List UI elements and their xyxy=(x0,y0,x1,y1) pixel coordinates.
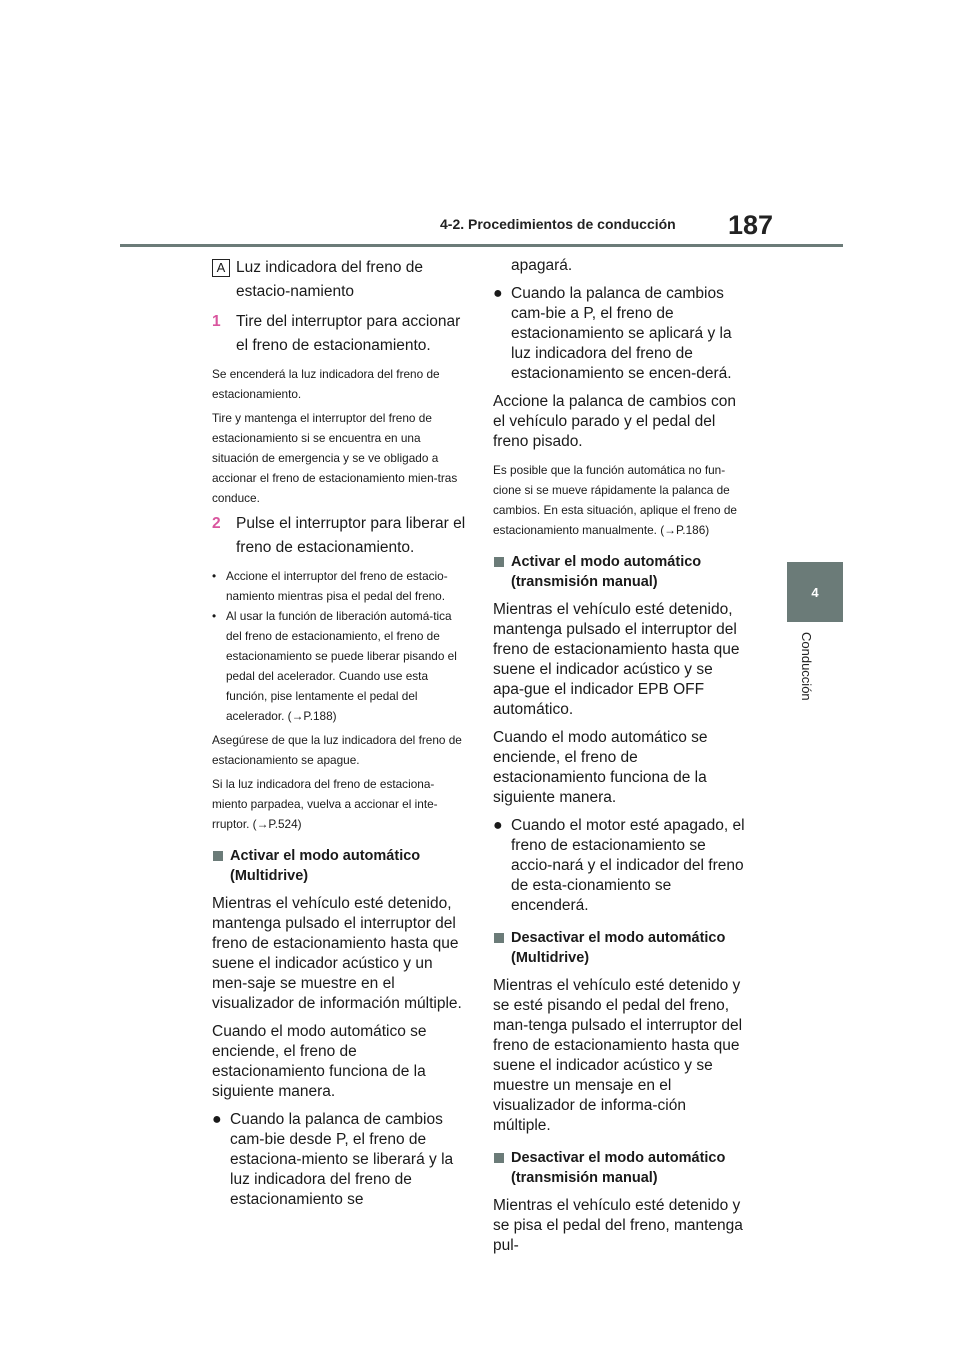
note-2: Tire y mantenga el interruptor del freno de estacionamiento si se encuentra en una situación de emergencia y se ve obligado a accionar el freno de estacionamiento mien-tras conduce. xyxy=(212,411,458,505)
note-1: Se encenderá la luz indicadora del freno de estacionamiento. xyxy=(212,367,440,401)
step-2-number: 2 xyxy=(212,515,221,532)
step-1-text: Tire del interruptor para accionar el freno de estacionamiento. xyxy=(236,313,461,354)
paragraph-3: Accione la palanca de cambios con el vehículo parado y el pedal del freno pisado. xyxy=(493,393,736,450)
chapter-label-text: Conducción xyxy=(799,632,814,701)
bullet-3 xyxy=(493,816,747,916)
bullet-dot-icon: • xyxy=(212,609,217,623)
heading-3-text: Desactivar el modo automático (Multidrive) xyxy=(511,930,726,966)
heading-desactivar-multidrive xyxy=(493,928,747,968)
paragraph-4: Mientras el vehículo esté detenido, mantenga pulsado el interruptor del freno de estacionamiento hasta que suene el indicador acústico y se apa-gue el indicador EPB OFF automático. xyxy=(493,601,740,718)
bullet-dot-icon: • xyxy=(212,569,217,583)
note-4: Si la luz indicadora del freno de estaciona-miento parpadea, vuelva a accionar el inte-rruptor. (→P.524) xyxy=(212,777,438,831)
chapter-number: 4 xyxy=(811,584,819,600)
step-1 xyxy=(212,310,466,358)
note-3: Asegúrese de que la luz indicadora del freno de estacionamiento se apague. xyxy=(212,733,462,767)
right-column xyxy=(493,256,747,1264)
marker-a-box: A xyxy=(212,259,230,277)
heading-desactivar-manual xyxy=(493,1148,747,1188)
heading-activar-manual xyxy=(493,552,747,592)
left-column xyxy=(212,256,466,1218)
bullet-dot-icon: ● xyxy=(493,817,503,834)
bullet-2-text: Cuando la palanca de cambios cam-bie a P, el freno de estacionamiento se aplicará y la luz indicadora del freno de estacionamiento se encen-derá. xyxy=(511,285,732,382)
step-2-text: Pulse el interruptor para liberar el freno de estacionamiento. xyxy=(236,515,466,556)
heading-1-text: Activar el modo automático (Multidrive) xyxy=(230,848,421,884)
section-title: 4-2. Procedimientos de conducción xyxy=(440,216,676,232)
continuation-text: apagará. xyxy=(511,257,573,274)
paragraph-5: Cuando el modo automático se enciende, el freno de estacionamiento funciona de la siguiente manera. xyxy=(493,729,708,806)
marker-a-item xyxy=(212,256,466,304)
step-1-number: 1 xyxy=(212,313,221,330)
chapter-tab xyxy=(787,562,843,622)
bullet-2 xyxy=(493,284,747,384)
heading-2-text: Activar el modo automático (transmisión manual) xyxy=(511,554,702,590)
marker-a-text: Luz indicadora del freno de estacio-namiento xyxy=(236,259,423,300)
paragraph-2: Cuando el modo automático se enciende, el freno de estacionamiento funciona de la siguiente manera. xyxy=(212,1023,427,1100)
bullet-1-text: Cuando la palanca de cambios cam-bie desde P, el freno de estaciona-miento se liberará y la luz indicadora del freno de estacionamiento se xyxy=(230,1111,454,1208)
bullet-1 xyxy=(212,1110,466,1210)
heading-activar-multidrive xyxy=(212,846,466,886)
page-number: 187 xyxy=(728,210,774,240)
heading-4-text: Desactivar el modo automático (transmisión manual) xyxy=(511,1150,726,1186)
bullet-dot-icon: ● xyxy=(493,285,503,302)
header-rule xyxy=(120,244,843,247)
small-bullet-1 xyxy=(212,566,466,606)
chapter-label xyxy=(790,632,840,712)
square-bullet-icon xyxy=(494,1153,504,1163)
small-bullet-1-text: Accione el interruptor del freno de estacio-namiento mientras pisa el pedal del freno. xyxy=(226,569,448,603)
paragraph-7: Mientras el vehículo esté detenido y se pisa el pedal del freno, mantenga pul- xyxy=(493,1197,743,1254)
small-bullet-2-text: Al usar la función de liberación automá-tica del freno de estacionamiento, el freno de estacionamiento se puede liberar pisando el pedal del acelerador. Cuando use esta función, pise lentamente el pedal del acelerador. (→P.188) xyxy=(226,609,457,723)
bullet-3-text: Cuando el motor esté apagado, el freno de estacionamiento se accio-nará y el indicador del freno de esta-cionamiento se encenderá. xyxy=(511,817,745,914)
square-bullet-icon xyxy=(213,851,223,861)
bullet-dot-icon: ● xyxy=(212,1111,222,1128)
step-2 xyxy=(212,512,466,560)
square-bullet-icon xyxy=(494,557,504,567)
paragraph-6: Mientras el vehículo esté detenido y se esté pisando el pedal del freno, man-tenga pulsado el interruptor del freno de estacionamiento hasta que suene el indicador acústico y se muestre un mensaje en el visualizador de informa-ción múltiple. xyxy=(493,977,743,1134)
note-5: Es posible que la función automática no fun-cione si se mueve rápidamente la palanca de cambios. En esta situación, aplique el freno de estacionamiento manualmente. (→P.186) xyxy=(493,463,737,537)
square-bullet-icon xyxy=(494,933,504,943)
paragraph-1: Mientras el vehículo esté detenido, mantenga pulsado el interruptor del freno de estacionamiento hasta que suene el indicador acústico y un men-saje se muestre en el visualizador de información múltiple. xyxy=(212,895,462,1012)
small-bullet-2 xyxy=(212,606,466,726)
